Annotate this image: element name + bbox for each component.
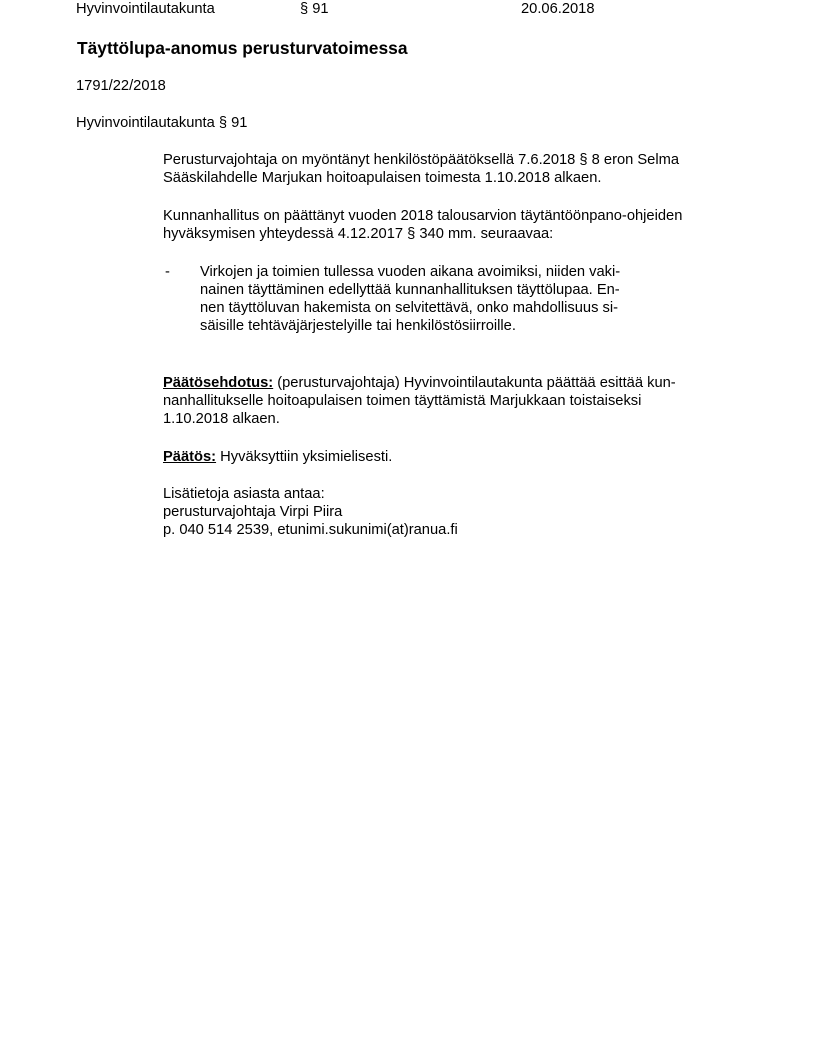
paragraph-dismissal	[163, 151, 733, 187]
proposal-label: Päätösehdotus:	[163, 375, 274, 391]
document-title: Täyttölupa-anomus perusturvatoimessa	[77, 38, 408, 58]
proposal-line: 1.10.2018 alkaen.	[163, 411, 280, 427]
contact-line: perusturvajohtaja Virpi Piira	[163, 504, 343, 520]
case-number: 1791/22/2018	[76, 78, 166, 94]
decision-proposal	[163, 374, 733, 428]
paragraph-line: hyväksymisen yhteydessä 4.12.2017 § 340 mm. seuraavaa:	[163, 226, 554, 242]
bullet-line: Virkojen ja toimien tullessa vuoden aikana avoimiksi, niiden vaki-	[200, 264, 621, 280]
bullet-line: nen täyttöluvan hakemista on selvitettävä, onko mahdollisuus si-	[200, 300, 619, 316]
bullet-line: säisille tehtäväjärjestelyille tai henkilöstösiirroille.	[200, 318, 516, 334]
proposal-text: (perusturvajohtaja) Hyvinvointilautakunta päättää esittää kun-	[273, 375, 676, 391]
paragraph-budget-guidance	[163, 207, 733, 243]
paragraph-line: Perusturvajohtaja on myöntänyt henkilöstöpäätöksellä 7.6.2018 § 8 eron Selma	[163, 152, 680, 168]
header-committee: Hyvinvointilautakunta	[76, 1, 215, 17]
bullet-marker: -	[165, 264, 170, 280]
decision	[163, 448, 733, 466]
proposal-line	[163, 374, 733, 392]
paragraph-line: Sääskilahdelle Marjukan hoitoapulaisen toimesta 1.10.2018 alkaen.	[163, 170, 602, 186]
proposal-line: nanhallitukselle hoitoapulaisen toimen täyttämistä Marjukkaan toistaiseksi	[163, 393, 642, 409]
contact-line: Lisätietoja asiasta antaa:	[163, 486, 325, 502]
contact-line: p. 040 514 2539, etunimi.sukunimi(at)ranua.fi	[163, 522, 458, 538]
committee-section: Hyvinvointilautakunta § 91	[76, 115, 248, 131]
paragraph-line: Kunnanhallitus on päättänyt vuoden 2018 talousarvion täytäntöönpano-ohjeiden	[163, 208, 683, 224]
bullet-line: nainen täyttäminen edellyttää kunnanhallituksen täyttölupaa. En-	[200, 282, 620, 298]
contact-info	[163, 485, 733, 539]
decision-label: Päätös:	[163, 449, 217, 465]
decision-line	[163, 448, 733, 466]
bullet-text	[200, 263, 670, 335]
header-section-number: § 91	[300, 1, 329, 17]
decision-text: Hyväksyttiin yksimielisesti.	[216, 449, 393, 465]
header-date: 20.06.2018	[521, 1, 595, 17]
